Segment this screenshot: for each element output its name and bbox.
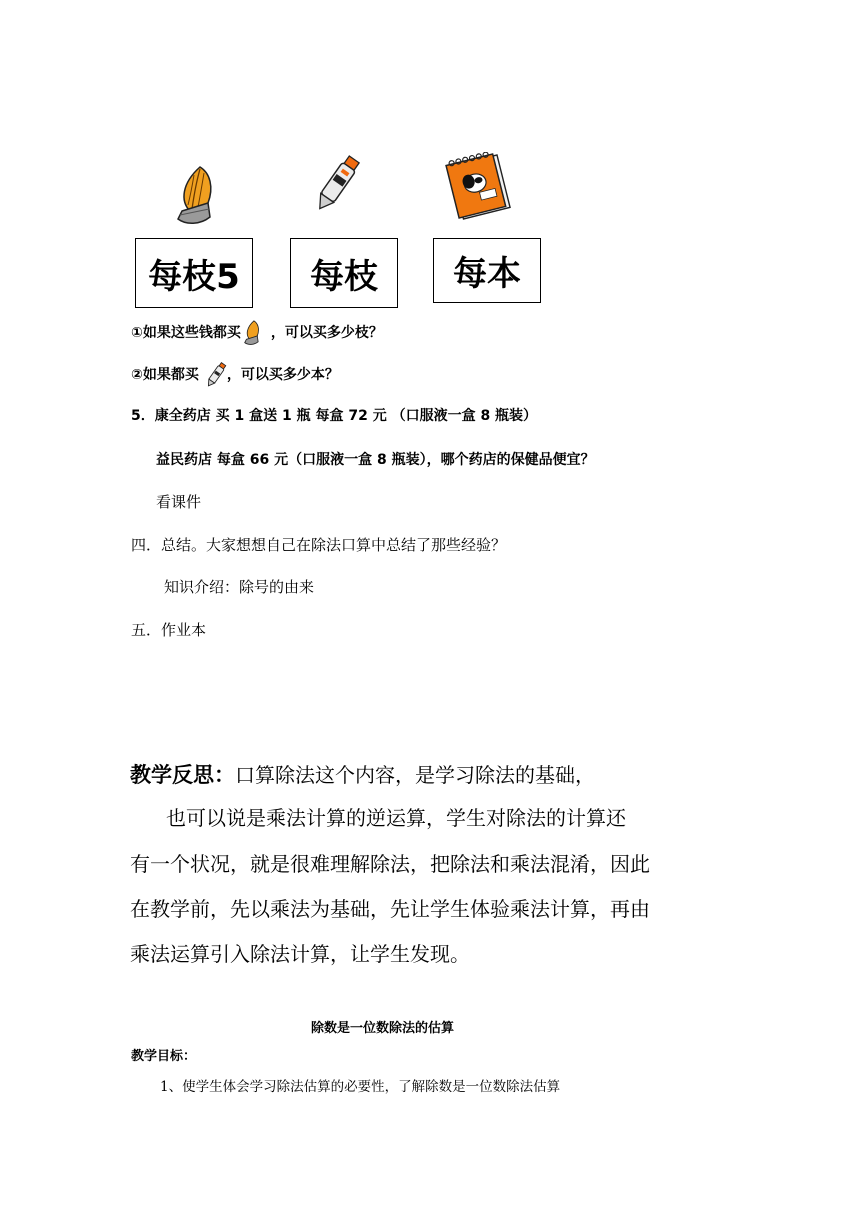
question-1 bbox=[131, 320, 383, 346]
knowledge-intro: 知识介绍：除号的由来 bbox=[164, 578, 315, 596]
question-2-end: ，可以买多少本？ bbox=[226, 367, 339, 383]
reflection-line-2: 也可以说是乘法计算的逆运算，学生对除法的计算还 bbox=[166, 806, 626, 830]
pen-icon bbox=[205, 360, 227, 390]
price-box-pen: 每枝 bbox=[290, 238, 398, 308]
courseware-note: 看课件 bbox=[156, 493, 202, 511]
reflection-line-5: 乘法运算引入除法计算，让学生发现。 bbox=[130, 942, 470, 966]
notebook-icon bbox=[444, 152, 516, 220]
teaching-goal-1: 1、使学生体会学习除法估算的必要性，了解除数是一位数除法估算 bbox=[160, 1079, 561, 1095]
pen-icon bbox=[312, 152, 362, 216]
reflection-line-4: 在教学前，先以乘法为基础，先让学生体验乘法计算，再由 bbox=[130, 897, 650, 921]
price-box-notebook: 每本 bbox=[433, 238, 541, 303]
problem-5-line-1: 5．康全药店 买 1 盒送 1 瓶 每盒 72 元 （口服液一盒 8 瓶装） bbox=[131, 408, 538, 424]
question-2 bbox=[131, 360, 339, 390]
homework-section: 五．作业本 bbox=[131, 621, 207, 639]
question-1-end: ，可以买多少枝？ bbox=[270, 325, 383, 341]
section-title: 除数是一位数除法的估算 bbox=[311, 1021, 455, 1036]
reflection-heading: 教学反思： bbox=[130, 763, 235, 787]
problem-5-line-2: 益民药店 每盒 66 元（口服液一盒 8 瓶装），哪个药店的保健品便宜？ bbox=[156, 452, 595, 468]
pen-nib-icon bbox=[241, 320, 261, 346]
pen-nib-icon bbox=[170, 165, 216, 227]
price-box-pen-nib: 每枝5 bbox=[135, 238, 253, 308]
reflection-text-1: 口算除法这个内容，是学习除法的基础， bbox=[235, 763, 595, 787]
question-2-start: ②如果都买 bbox=[131, 367, 199, 383]
teaching-goals-label: 教学目标： bbox=[131, 1049, 197, 1064]
question-1-start: ①如果这些钱都买 bbox=[131, 325, 241, 341]
reflection-line-3: 有一个状况，就是很难理解除法，把除法和乘法混淆，因此 bbox=[130, 852, 650, 876]
reflection-line-1 bbox=[130, 759, 595, 789]
summary-section: 四．总结。大家想想自己在除法口算中总结了那些经验？ bbox=[131, 536, 507, 554]
